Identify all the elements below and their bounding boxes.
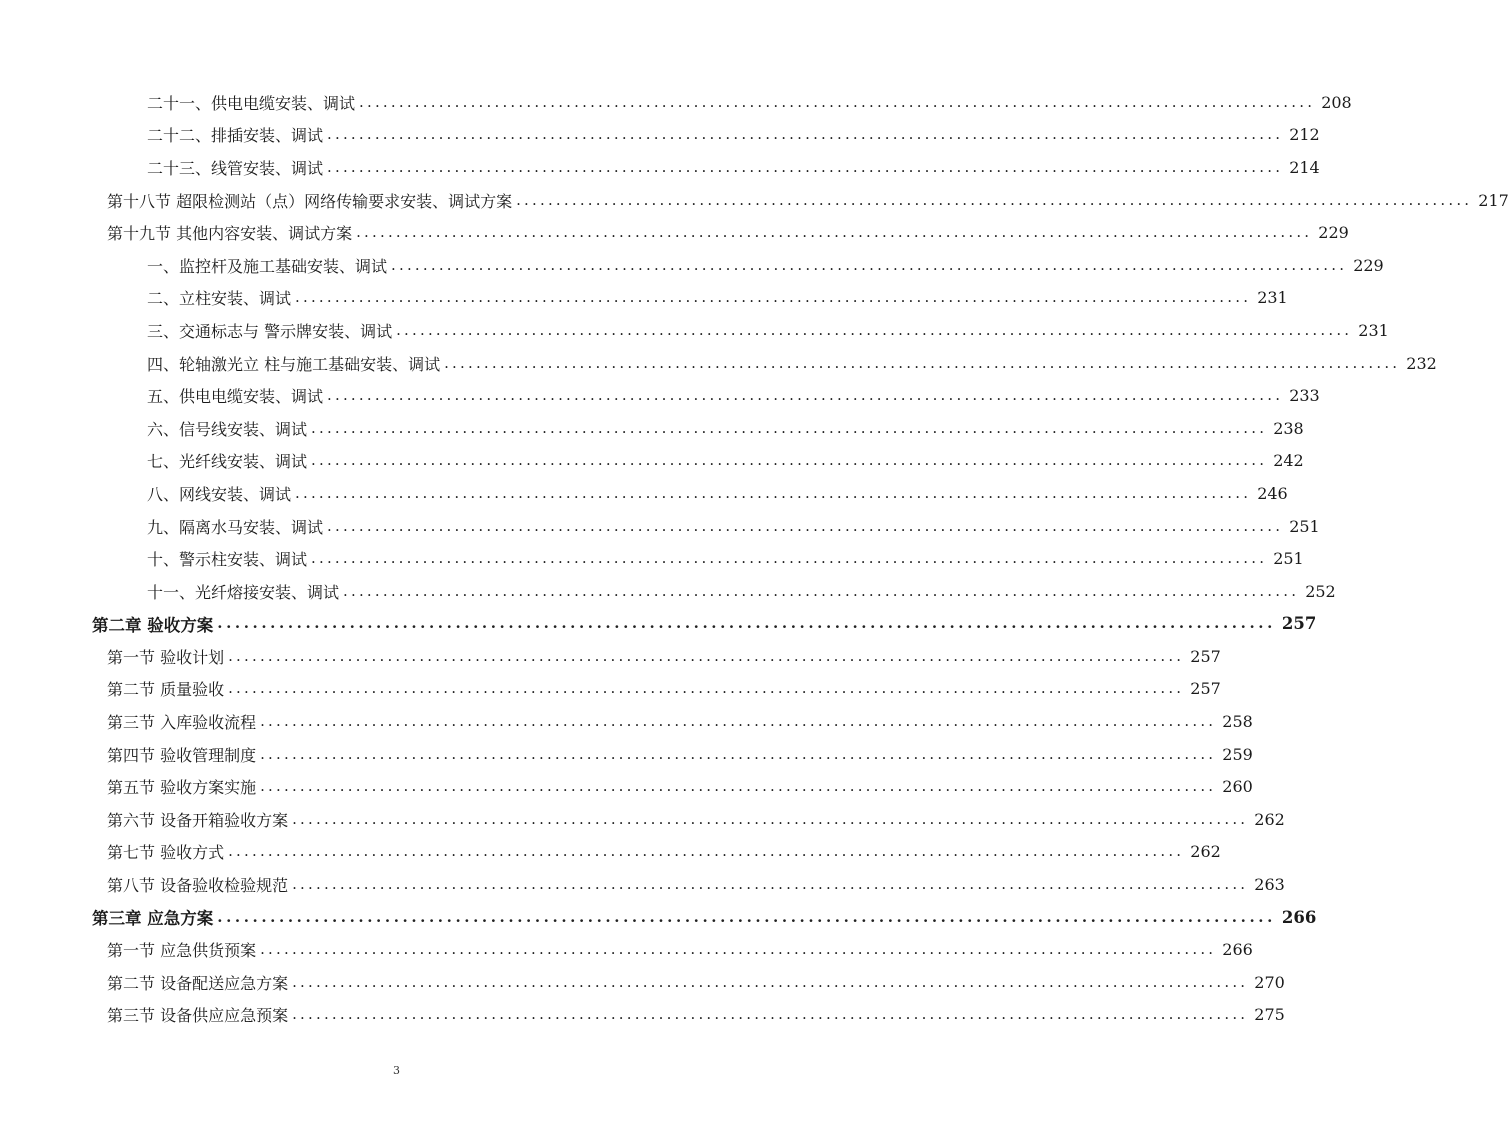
toc-entry-title: 十、警示柱安装、调试 — [147, 547, 311, 570]
toc-entry-page: 251 — [1273, 549, 1304, 569]
dot-leader: ........................................................................................................................ — [228, 842, 1185, 861]
dot-leader: ........................................................................................................................ — [311, 418, 1268, 437]
dot-leader: ........................................................................................................................ — [327, 516, 1284, 535]
toc-entry-title: 第三章 应急方案 — [92, 905, 217, 929]
dot-leader: ........................................................................................................................ — [217, 907, 1276, 926]
toc-entry-title: 第八节 设备验收检验规范 — [107, 873, 292, 896]
toc-entry-page: 262 — [1190, 842, 1221, 862]
dot-leader: ........................................................................................................................ — [359, 92, 1316, 111]
toc-entry-page: 257 — [1281, 614, 1317, 634]
toc-entry-title: 七、光纤线安装、调试 — [147, 449, 311, 472]
toc-entry-page: 246 — [1257, 483, 1288, 503]
toc-entry[interactable] — [0, 184, 1509, 217]
toc-entry-title: 第一节 应急供货预案 — [107, 938, 260, 961]
toc-entry-title: 二十三、线管安装、调试 — [147, 156, 327, 179]
toc-entry-page: 231 — [1257, 288, 1288, 308]
page-number: 3 — [393, 1064, 400, 1077]
toc-entry-title: 二十二、排插安装、调试 — [147, 123, 327, 146]
table-of-contents — [0, 86, 1509, 1031]
toc-entry-title: 第六节 设备开箱验收方案 — [107, 808, 292, 831]
dot-leader: ........................................................................................................................ — [327, 157, 1284, 176]
dot-leader: ........................................................................................................................ — [295, 483, 1252, 502]
toc-entry-title: 十一、光纤熔接安装、调试 — [147, 580, 343, 603]
dot-leader: ........................................................................................................................ — [327, 386, 1284, 405]
dot-leader: ........................................................................................................................ — [260, 712, 1217, 731]
toc-entry-page: 232 — [1406, 353, 1437, 373]
toc-entry-title: 四、轮轴激光立 柱与施工基础安装、调试 — [147, 352, 444, 375]
dot-leader: ........................................................................................................................ — [327, 125, 1284, 144]
toc-entry-page: 263 — [1254, 875, 1285, 895]
toc-entry-title: 第三节 入库验收流程 — [107, 710, 260, 733]
dot-leader: ........................................................................................................................ — [356, 223, 1313, 242]
toc-entry[interactable] — [0, 379, 1320, 412]
toc-entry-page: 208 — [1321, 92, 1352, 112]
toc-entry-page: 257 — [1190, 646, 1221, 666]
toc-entry-page: 231 — [1358, 320, 1389, 340]
toc-entry-page: 212 — [1289, 125, 1320, 145]
dot-leader: ........................................................................................................................ — [292, 1005, 1249, 1024]
toc-entry-page: 257 — [1190, 679, 1221, 699]
toc-entry-title: 第二节 设备配送应急方案 — [107, 971, 292, 994]
dot-leader: ........................................................................................................................ — [311, 549, 1268, 568]
dot-leader: ........................................................................................................................ — [516, 190, 1473, 209]
toc-entry-title: 一、监控杆及施工基础安装、调试 — [147, 254, 391, 277]
toc-entry-page: 266 — [1222, 940, 1253, 960]
toc-entry-title: 第十八节 超限检测站（点）网络传输要求安装、调试方案 — [107, 189, 516, 212]
toc-entry-title: 二、立柱安装、调试 — [147, 286, 295, 309]
dot-leader: ........................................................................................................................ — [343, 581, 1300, 600]
dot-leader: ........................................................................................................................ — [396, 320, 1353, 339]
toc-entry[interactable] — [0, 705, 1253, 738]
toc-entry-title: 五、供电电缆安装、调试 — [147, 384, 327, 407]
toc-entry-page: 252 — [1305, 581, 1336, 601]
toc-entry[interactable] — [0, 608, 1317, 641]
toc-entry[interactable] — [0, 542, 1304, 575]
toc-entry[interactable] — [0, 738, 1253, 771]
toc-entry-title: 九、隔离水马安装、调试 — [147, 515, 327, 538]
dot-leader: ........................................................................................................................ — [292, 809, 1249, 828]
toc-entry-title: 第二章 验收方案 — [92, 612, 217, 636]
toc-entry[interactable] — [0, 347, 1437, 380]
toc-entry[interactable] — [0, 640, 1221, 673]
toc-entry-title: 八、网线安装、调试 — [147, 482, 295, 505]
toc-entry[interactable] — [0, 412, 1304, 445]
toc-entry-page: 242 — [1273, 451, 1304, 471]
toc-entry[interactable] — [0, 803, 1285, 836]
toc-entry[interactable] — [0, 575, 1336, 608]
toc-entry-title: 第七节 验收方式 — [107, 840, 228, 863]
toc-entry-title: 第一节 验收计划 — [107, 645, 228, 668]
toc-entry-title: 第二节 质量验收 — [107, 677, 228, 700]
toc-entry-title: 第五节 验收方案实施 — [107, 775, 260, 798]
toc-entry-page: 260 — [1222, 777, 1253, 797]
dot-leader: ........................................................................................................................ — [292, 972, 1249, 991]
toc-entry-page: 258 — [1222, 712, 1253, 732]
toc-entry[interactable] — [0, 966, 1285, 999]
toc-entry-page: 229 — [1353, 255, 1384, 275]
toc-entry-page: 229 — [1318, 223, 1349, 243]
dot-leader: ........................................................................................................................ — [444, 353, 1401, 372]
toc-entry[interactable] — [0, 445, 1304, 478]
toc-entry-page: 259 — [1222, 744, 1253, 764]
toc-entry-page: 233 — [1289, 386, 1320, 406]
toc-entry[interactable] — [0, 314, 1389, 347]
toc-entry-page: 251 — [1289, 516, 1320, 536]
dot-leader: ........................................................................................................................ — [228, 679, 1185, 698]
dot-leader: ........................................................................................................................ — [311, 451, 1268, 470]
toc-entry[interactable] — [0, 282, 1288, 315]
toc-entry-title: 二十一、供电电缆安装、调试 — [147, 91, 359, 114]
toc-entry[interactable] — [0, 216, 1349, 249]
toc-entry-title: 第四节 验收管理制度 — [107, 743, 260, 766]
toc-entry[interactable] — [0, 770, 1253, 803]
toc-entry[interactable] — [0, 933, 1253, 966]
dot-leader: ........................................................................................................................ — [260, 940, 1217, 959]
toc-entry[interactable] — [0, 119, 1320, 152]
toc-entry[interactable] — [0, 999, 1285, 1032]
toc-entry[interactable] — [0, 673, 1221, 706]
toc-entry-page: 217 — [1478, 190, 1509, 210]
toc-entry-page: 270 — [1254, 972, 1285, 992]
dot-leader: ........................................................................................................................ — [292, 875, 1249, 894]
dot-leader: ........................................................................................................................ — [217, 614, 1276, 633]
dot-leader: ........................................................................................................................ — [391, 255, 1348, 274]
dot-leader: ........................................................................................................................ — [228, 646, 1185, 665]
dot-leader: ........................................................................................................................ — [295, 288, 1252, 307]
toc-entry[interactable] — [0, 836, 1221, 869]
toc-entry-page: 238 — [1273, 418, 1304, 438]
toc-entry[interactable] — [0, 868, 1285, 901]
toc-entry-title: 第十九节 其他内容安装、调试方案 — [107, 221, 356, 244]
toc-entry-page: 266 — [1281, 907, 1317, 927]
toc-entry[interactable] — [0, 151, 1320, 184]
toc-entry-page: 214 — [1289, 157, 1320, 177]
toc-entry-title: 三、交通标志与 警示牌安装、调试 — [147, 319, 396, 342]
toc-entry[interactable] — [0, 510, 1320, 543]
toc-entry-page: 262 — [1254, 809, 1285, 829]
toc-entry[interactable] — [0, 901, 1317, 934]
toc-entry-title: 第三节 设备供应应急预案 — [107, 1003, 292, 1026]
dot-leader: ........................................................................................................................ — [260, 744, 1217, 763]
toc-entry[interactable] — [0, 249, 1384, 282]
toc-entry[interactable] — [0, 477, 1288, 510]
toc-entry-page: 275 — [1254, 1005, 1285, 1025]
dot-leader: ........................................................................................................................ — [260, 777, 1217, 796]
toc-entry[interactable] — [0, 86, 1352, 119]
toc-entry-title: 六、信号线安装、调试 — [147, 417, 311, 440]
